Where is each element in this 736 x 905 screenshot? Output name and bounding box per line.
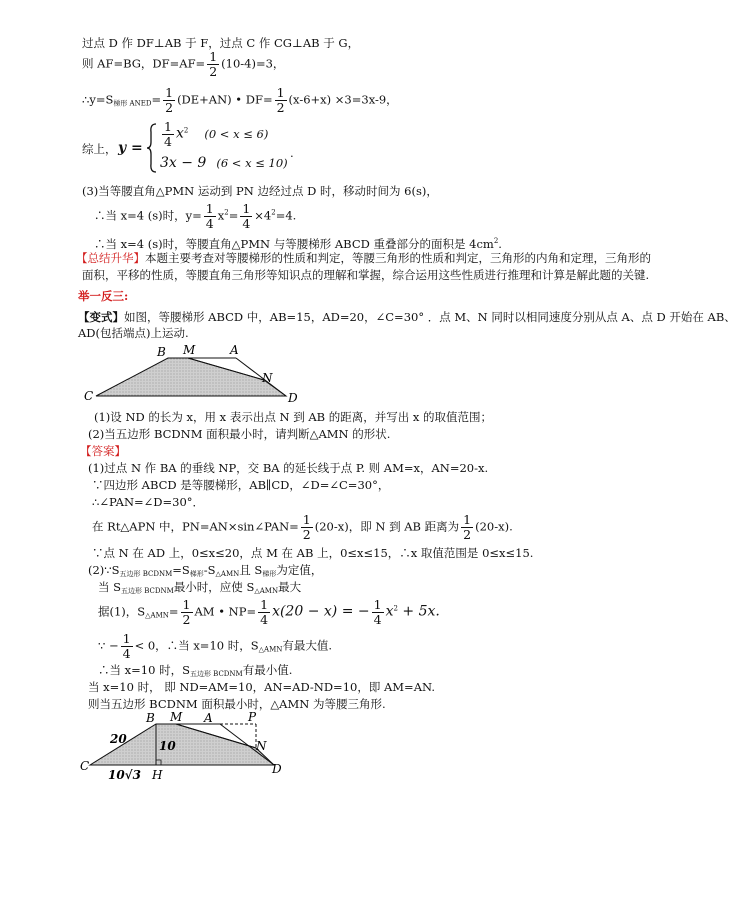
- subscript: △AMN: [254, 587, 279, 595]
- text: 综上，: [82, 142, 117, 156]
- text: 过点 D 作 DF⊥AB 于 F，过点 C 作 CG⊥AB 于 G，: [82, 36, 360, 50]
- numerator: 1: [164, 119, 172, 134]
- label-c: C: [80, 759, 90, 773]
- text: (3)当等腰直角△PMN 运动到 PN 边经过点 D 时，移动时间为 6(s)，: [82, 184, 438, 198]
- answer-line: (1)过点 N 作 BA 的垂线 NP，交 BA 的延长线于点 P. 则 AM=x，AN=20-x.: [88, 461, 489, 475]
- variant-line-2: AD(包括端点)上运动.: [78, 326, 189, 340]
- label-b: B: [146, 711, 155, 725]
- text: (20-x).: [475, 519, 513, 534]
- numerator: 1: [242, 201, 251, 216]
- text-line-fraction: [82, 50, 284, 79]
- text: (10-4)=3，: [221, 56, 285, 71]
- fraction: [240, 202, 252, 231]
- numerator: 1: [276, 85, 285, 100]
- section-title: 举一反三:: [78, 289, 129, 303]
- subscript: △AMN: [145, 611, 169, 620]
- numerator: 1: [182, 597, 191, 612]
- answer-line: 则当五边形 BCDNM 面积最小时，△AMN 为等腰三角形.: [88, 697, 386, 711]
- question-2: (2)当五边形 BCDNM 面积最小时，请判断△AMN 的形状.: [88, 427, 391, 441]
- text: .: [498, 237, 502, 251]
- shaded-pentagon: [96, 358, 286, 396]
- numerator: 1: [165, 85, 174, 100]
- fraction: [207, 50, 219, 79]
- text: 本题主要考查对等腰梯形的性质和判定，等腰三角形的性质和判定，三角形的内角和定理，三角形的: [145, 251, 651, 265]
- summary-tag: 【总结升华】: [76, 251, 145, 265]
- text: =: [151, 92, 162, 107]
- label-n: N: [256, 739, 267, 753]
- text: 如图，等腰梯形 ABCD 中，AB=15，AD=20，∠C=30° ．点 M、N 同时以相同速度分别从点 A、点 D 开始在 AB、: [124, 310, 736, 324]
- text: =: [228, 208, 239, 223]
- numerator: 1: [463, 512, 472, 527]
- subscript: 五边形 BCDNM: [121, 587, 174, 595]
- text: 为定值，: [276, 563, 323, 577]
- text-line: [82, 36, 359, 51]
- subscript: △AMN: [215, 570, 240, 578]
- text: ∴当 x=10 时，S: [98, 663, 190, 677]
- subscript: 梯形: [262, 570, 277, 578]
- exponent: 2: [393, 604, 398, 613]
- text: -S: [203, 563, 216, 577]
- text: 有最大值.: [282, 638, 333, 653]
- exponent: 2: [271, 208, 276, 217]
- numerator: 1: [302, 512, 311, 527]
- label-m: M: [170, 710, 183, 724]
- numerator: 1: [122, 631, 131, 646]
- text: ∴当 x=4 (s)时，等腰直角△PMN 与等腰梯形 ABCD 重叠部分的面积是 4cm: [94, 237, 494, 251]
- text: x: [217, 208, 225, 223]
- text: 有最小值.: [242, 663, 293, 677]
- text: ∵ −: [98, 638, 119, 653]
- answer-line: ∴∠PAN=∠D=30°．: [92, 495, 205, 509]
- text: 最大: [278, 580, 302, 594]
- text: < 0，∴当 x=10 时，S: [134, 638, 259, 653]
- expr: x(20 − x) = −: [272, 603, 370, 620]
- label-length-10: 10: [159, 739, 176, 753]
- text: .: [290, 146, 294, 160]
- fraction: [372, 598, 384, 627]
- brace-icon: [146, 122, 158, 174]
- summary-line-1: [76, 251, 651, 266]
- text: ×4: [254, 208, 272, 223]
- subscript: 五边形 BCDNM: [119, 570, 173, 578]
- fraction: [204, 202, 216, 231]
- denominator: 2: [165, 100, 174, 115]
- answer-line: ∵四边形 ABCD 是等腰梯形，AB∥CD，∠D=∠C=30°，: [92, 478, 390, 492]
- denominator: 2: [182, 612, 191, 627]
- subscript: △AMN: [258, 645, 283, 654]
- variant-tag: 【变式】: [78, 310, 124, 324]
- expr: x: [175, 125, 184, 142]
- answer-tag: 【答案】: [80, 444, 126, 458]
- text-line-fraction: [94, 202, 296, 231]
- answer-line: 当 x=10 时， 即 ND=AM=10，AN=AD-ND=10，即 AM=AN.: [88, 680, 435, 694]
- text: ∴当 x=4 (s)时，y=: [94, 208, 202, 223]
- piecewise-lhs: y =: [118, 140, 143, 156]
- text: =S: [172, 563, 190, 577]
- expr: + 5x.: [397, 603, 440, 620]
- text: ∴y=S: [82, 92, 114, 107]
- text: =4.: [275, 208, 297, 223]
- text: 且 S: [239, 563, 263, 577]
- expr: 3x − 9: [160, 155, 207, 171]
- trapezoid-figure-1: [80, 340, 320, 405]
- answer-line: [98, 580, 301, 599]
- label-d: D: [288, 391, 298, 405]
- fraction: [258, 598, 270, 627]
- label-length-20: 20: [110, 732, 127, 746]
- piecewise-row-2: [160, 156, 288, 171]
- denominator: 4: [373, 612, 382, 627]
- variant-line-1: [78, 310, 736, 325]
- label-c: C: [84, 389, 94, 403]
- text: AM • NP=: [194, 604, 257, 619]
- exponent: 2: [224, 208, 229, 217]
- text: 在 Rt△APN 中，PN=AN×sin∠PAN=: [92, 519, 299, 534]
- piecewise-row-1: [160, 120, 268, 149]
- text: 当 S: [98, 580, 122, 594]
- text: (DE+AN) • DF=: [177, 92, 273, 107]
- subscript: 梯形: [189, 570, 204, 578]
- text: (2)∵S: [88, 563, 120, 577]
- text: (20-x)，即 N 到 AB 距离为: [314, 519, 460, 534]
- fraction: [181, 598, 193, 627]
- condition: (6 < x ≤ 10): [216, 156, 288, 170]
- fraction: [301, 513, 313, 542]
- fraction: [461, 513, 473, 542]
- answer-line: ∵点 N 在 AD 上，0≤x≤20，点 M 在 AB 上，0≤x≤15，∴x 取值范围是 0≤x≤15.: [92, 546, 534, 560]
- fraction: [163, 86, 175, 115]
- numerator: 1: [205, 201, 214, 216]
- answer-line-fraction: [98, 632, 332, 661]
- summary-line-2: 面积，平移的性质，等腰直角三角形等知识点的理解和掌握，综合运用这些性质进行推理和计算是解此题的关键.: [82, 268, 650, 282]
- subscript: 五边形 BCDNM: [189, 670, 243, 678]
- subscript: 梯形 ANED: [113, 99, 152, 108]
- denominator: 4: [205, 216, 214, 231]
- text: 最小时，应使 S: [173, 580, 255, 594]
- denominator: 2: [463, 527, 472, 542]
- text: 则 AF=BG，DF=AF=: [82, 56, 206, 71]
- numerator: 1: [260, 597, 269, 612]
- label-a: A: [204, 711, 213, 725]
- label-length-10-root3: 10√3: [108, 768, 141, 782]
- label-a: A: [230, 343, 239, 357]
- numerator: 1: [373, 597, 382, 612]
- text-line-fraction: [82, 86, 398, 115]
- denominator: 4: [242, 216, 251, 231]
- denominator: 2: [209, 64, 218, 79]
- denominator: 4: [260, 612, 269, 627]
- text: (x-6+x) ×3=3x-9，: [288, 92, 398, 107]
- trapezoid-figure-2: [80, 710, 300, 782]
- fraction: [275, 86, 287, 115]
- fraction: [162, 120, 174, 149]
- label-h: H: [152, 768, 163, 782]
- text: =: [168, 604, 179, 619]
- fraction: [121, 632, 133, 661]
- expr: x: [385, 603, 394, 620]
- answer-line-fraction: [98, 598, 440, 627]
- answer-line-fraction: [92, 513, 513, 542]
- exponent: 2: [493, 237, 499, 245]
- label-n: N: [262, 371, 273, 385]
- label-p: P: [248, 710, 257, 724]
- denominator: 4: [164, 134, 172, 149]
- exponent: 2: [183, 126, 189, 135]
- numerator: 1: [209, 49, 218, 64]
- label-d: D: [272, 762, 282, 776]
- text-line: [94, 234, 502, 252]
- label-b: B: [157, 345, 166, 359]
- question-1: (1)设 ND 的长为 x，用 x 表示出点 N 到 AB 的距离，并写出 x 的取值范围；: [94, 410, 493, 424]
- label-m: M: [183, 343, 196, 357]
- condition: (0 < x ≤ 6): [204, 126, 269, 141]
- denominator: 4: [122, 646, 131, 661]
- denominator: 2: [302, 527, 311, 542]
- denominator: 2: [276, 100, 285, 115]
- text: 据(1)，S: [98, 604, 146, 619]
